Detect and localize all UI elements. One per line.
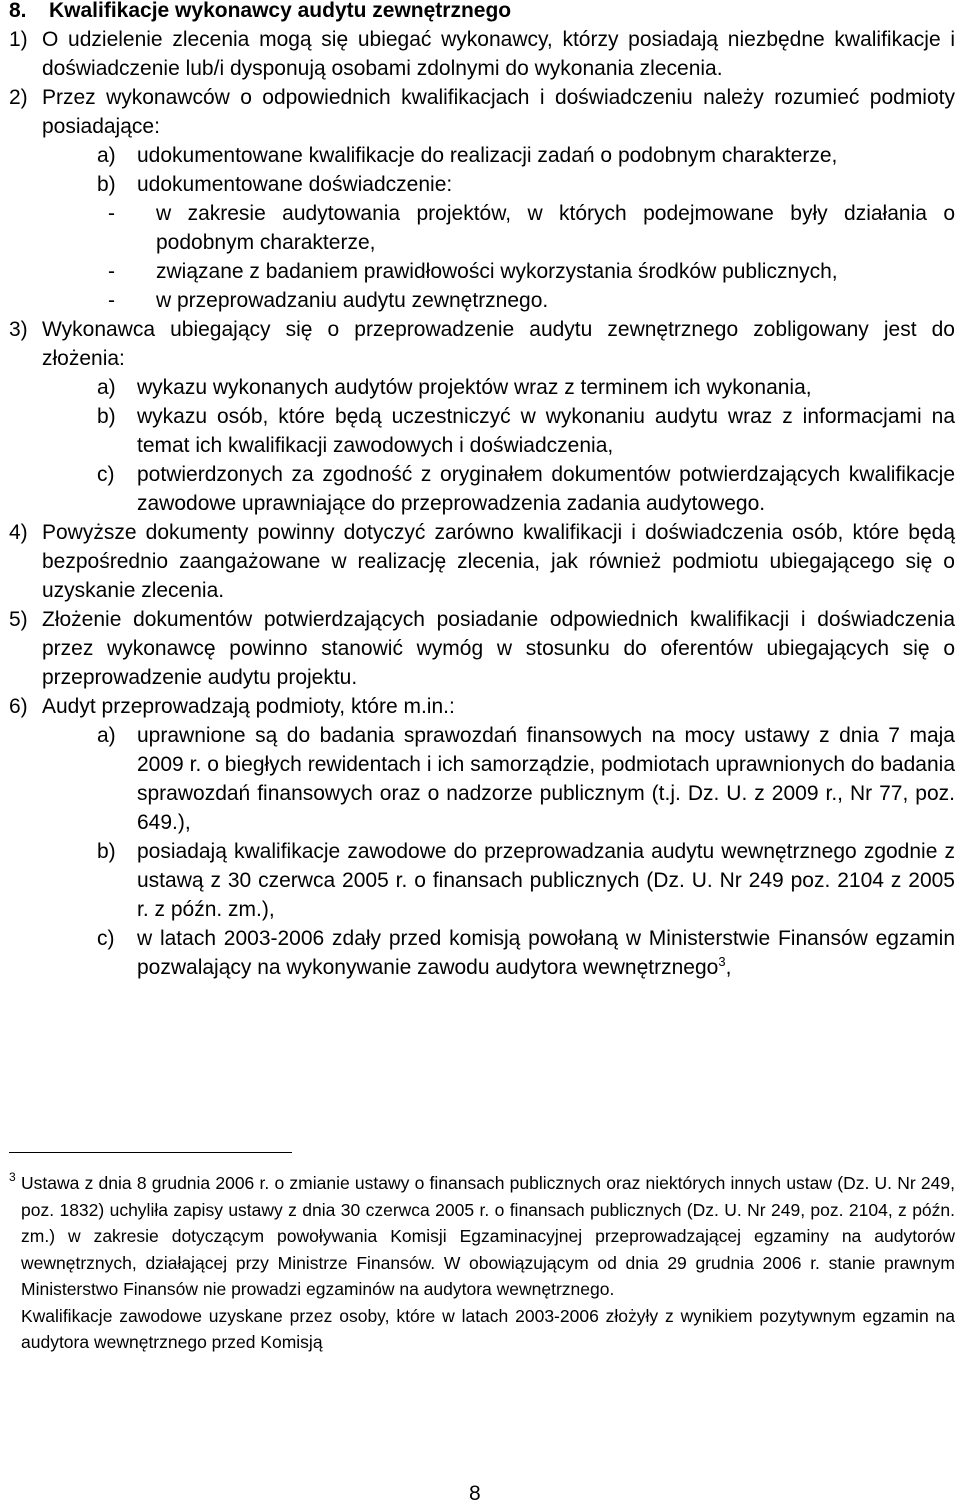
dash-bullet: -	[108, 260, 115, 283]
dash-bullet: -	[108, 289, 115, 312]
sub-item-marker: b)	[97, 840, 116, 863]
item-marker: 3)	[9, 318, 28, 341]
item-marker: 1)	[9, 28, 28, 51]
sub-list-item	[9, 141, 955, 170]
bullet-item	[9, 199, 955, 257]
sub-item-marker: b)	[97, 173, 116, 196]
sub-item-text: wykazu wykonanych audytów projektów wraz z terminem ich wykonania,	[137, 376, 812, 399]
bullet-text: w zakresie audytowania projektów, w których podejmowane były działania o podobnym charakterze,	[156, 202, 955, 254]
section-title: Kwalifikacje wykonawcy audytu zewnętrznego	[49, 0, 512, 22]
sub-item-text: posiadają kwalifikacje zawodowe do przeprowadzania audytu wewnętrznego zgodnie z ustawą z 30 czerwca 2005 r. o finansach publicznych (Dz. U. Nr 249 poz. 2104 z 2005 r. z późn. zm.),	[137, 840, 955, 921]
sub-item-marker: b)	[97, 405, 116, 428]
item-marker: 6)	[9, 695, 28, 718]
sub-item-marker: a)	[97, 724, 116, 747]
item-text: Złożenie dokumentów potwierdzających posiadanie odpowiednich kwalifikacji i doświadczenia przez wykonawcę powinno stanowić wymóg w stosunku do oferentów ubiegających się o przeprowadzenie audytu projektu.	[42, 608, 955, 689]
sub-item-text-tail: ,	[725, 956, 732, 979]
sub-list-item	[9, 402, 955, 460]
item-text: O udzielenie zlecenia mogą się ubiegać wykonawcy, którzy posiadają niezbędne kwalifikacje i doświadczenie lub/i dysponują osobami zdolnymi do wykonania zlecenia.	[42, 28, 955, 80]
sub-item-marker: a)	[97, 144, 116, 167]
bullet-item	[9, 286, 955, 315]
sub-list-item	[9, 924, 955, 982]
item-text: Wykonawca ubiegający się o przeprowadzenie audytu zewnętrznego zobligowany jest do złożenia:	[42, 318, 955, 370]
section-heading	[9, 0, 511, 25]
footnote-mark: 3	[9, 1170, 16, 1184]
footnote	[9, 1170, 955, 1356]
footnote-separator	[9, 1152, 292, 1153]
page-number: 8	[469, 1482, 481, 1505]
list-item	[9, 83, 955, 141]
list-item	[9, 692, 955, 721]
bullet-item	[9, 257, 955, 286]
sub-list-item	[9, 373, 955, 402]
item-marker: 2)	[9, 86, 28, 109]
footnote-reference[interactable]: 3	[718, 954, 726, 969]
sub-item-text: udokumentowane doświadczenie:	[137, 173, 453, 196]
item-text: Audyt przeprowadzają podmioty, które m.in.:	[42, 695, 455, 718]
footnote-continuation: Kwalifikacje zawodowe uzyskane przez osoby, które w latach 2003-2006 złożyły z wynikiem pozytywnym egzamin na audytora wewnętrznego przed Komisją	[21, 1305, 955, 1352]
item-marker: 4)	[9, 521, 28, 544]
item-text: Przez wykonawców o odpowiednich kwalifikacjach i doświadczeniu należy rozumieć podmioty posiadające:	[42, 86, 955, 138]
sub-item-text-body: w latach 2003-2006 zdały przed komisją powołaną w Ministerstwie Finansów egzamin pozwalający na wykonywanie zawodu audytora wewnętrznego	[137, 927, 955, 979]
sub-item-marker: a)	[97, 376, 116, 399]
sub-item-marker: c)	[97, 927, 115, 950]
sub-item-text: uprawnione są do badania sprawozdań finansowych na mocy ustawy z dnia 7 maja 2009 r. o biegłych rewidentach i ich samorządzie, podmiotach uprawnionych do badania sprawozdań finansowych oraz o nadzorze publicznym (t.j. Dz. U. z 2009 r., Nr 77, poz. 649.),	[137, 724, 955, 834]
dash-bullet: -	[108, 202, 115, 225]
footnote-text: Ustawa z dnia 8 grudnia 2006 r. o zmianie ustawy o finansach publicznych oraz niektórych innych ustaw (Dz. U. Nr 249, poz. 1832) uchyliła zapisy ustawy z dnia 30 czerwca 2005 r. o finansach publicznych (Dz. U. Nr 249, poz. 2104, z późn. zm.) w zakresie dotyczącym powoływania Komisji Egzaminacyjnej przeprowadzającej egzaminy na audytorów wewnętrznych, działającej przy Ministrze Finansów. W obowiązującym od dnia 29 grudnia 2006 r. stanie prawnym Ministerstwo Finansów nie prowadzi egzaminów na audytora wewnętrznego.	[21, 1173, 955, 1299]
list-item	[9, 25, 955, 83]
sub-list-item	[9, 170, 955, 199]
sub-item-text: udokumentowane kwalifikacje do realizacji zadań o podobnym charakterze,	[137, 144, 838, 167]
sub-item-text: potwierdzonych za zgodność z oryginałem dokumentów potwierdzających kwalifikacje zawodowe uprawniające do przeprowadzenia zadania audytowego.	[137, 463, 955, 515]
sub-list-item	[9, 837, 955, 924]
bullet-text: w przeprowadzaniu audytu zewnętrznego.	[156, 289, 549, 312]
sub-list-item	[9, 721, 955, 837]
list-item	[9, 605, 955, 692]
item-marker: 5)	[9, 608, 28, 631]
sub-item-marker: c)	[97, 463, 115, 486]
list-item	[9, 518, 955, 605]
footnote-paragraph	[9, 1170, 955, 1303]
sub-list-item	[9, 460, 955, 518]
bullet-text: związane z badaniem prawidłowości wykorzystania środków publicznych,	[156, 260, 838, 283]
section-body	[9, 25, 955, 982]
sub-item-text: wykazu osób, które będą uczestniczyć w wykonaniu audytu wraz z informacjami na temat ich kwalifikacji zawodowych i doświadczenia,	[137, 405, 955, 457]
list-item	[9, 315, 955, 373]
sub-item-text	[137, 924, 955, 982]
item-text: Powyższe dokumenty powinny dotyczyć zarówno kwalifikacji i doświadczenia osób, które będą bezpośrednio zaangażowane w realizację zlecenia, jak również podmiotu ubiegającego się o uzyskanie zlecenia.	[42, 521, 955, 602]
section-number: 8.	[9, 0, 27, 22]
